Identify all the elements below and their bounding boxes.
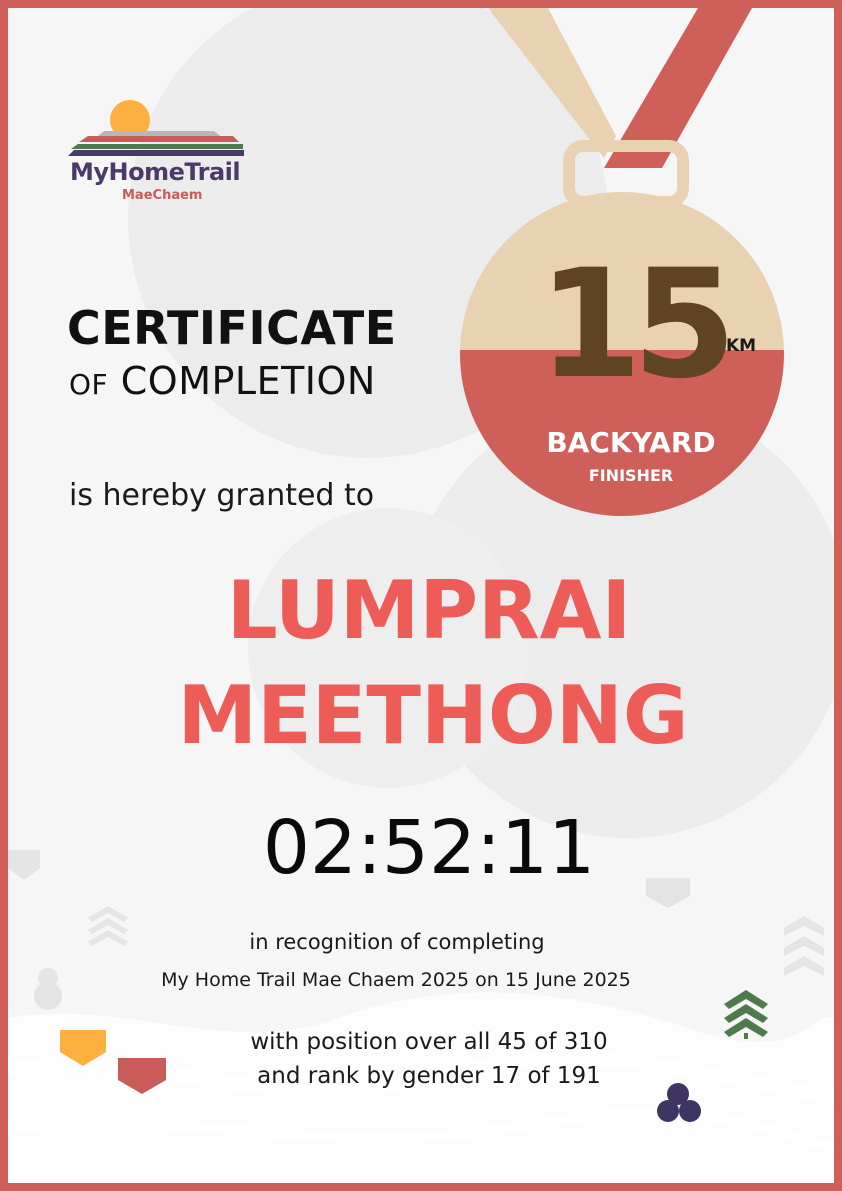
subtitle-completion: COMPLETION (120, 359, 376, 403)
medal-unit: KM (726, 336, 757, 356)
recipient-first-name: LUMPRAI (226, 564, 632, 657)
brand-logo (66, 96, 266, 211)
medal-status: FINISHER (588, 466, 674, 485)
event-line: My Home Trail Mae Chaem 2025 on 15 June 2025 (161, 969, 631, 991)
medal-category: BACKYARD (546, 426, 716, 459)
certificate-title: CERTIFICATE (67, 301, 397, 355)
subtitle-of: OF (69, 368, 109, 401)
granted-text: is hereby granted to (69, 478, 375, 513)
certificate-subtitle (69, 356, 376, 410)
gender-rank: and rank by gender 17 of 191 (257, 1063, 601, 1089)
recognition-text: in recognition of completing (249, 930, 545, 954)
recipient-last-name: MEETHONG (177, 669, 689, 762)
brand-name: MyHomeTrail (70, 158, 241, 186)
brand-location: MaeChaem (122, 188, 203, 203)
overall-position: with position over all 45 of 310 (250, 1029, 608, 1055)
finish-time: 02:52:11 (262, 805, 596, 891)
medal-distance: 15 (538, 238, 727, 412)
